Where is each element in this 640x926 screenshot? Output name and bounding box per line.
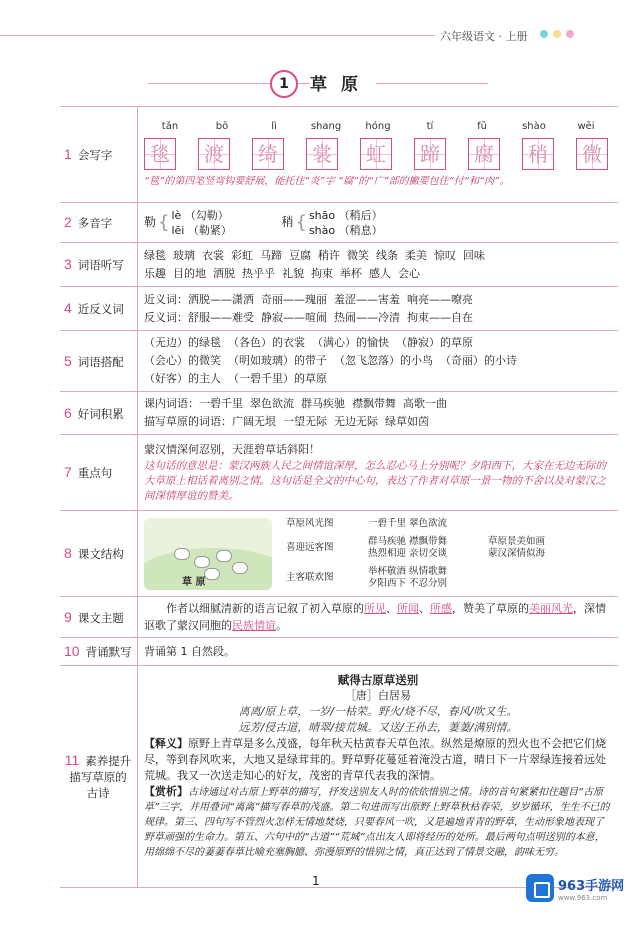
dot-2	[553, 30, 561, 38]
row-theme: 9 课文主题 作者以细腻清新的语言记叙了初入草原的所见、所闻、所感，赞美了草原的美丽风光，深情讴歌了蒙汉同胞的民族情谊。	[60, 597, 618, 638]
char-box	[522, 138, 554, 170]
dot-1	[540, 30, 548, 38]
section-name: 草原风光图	[286, 517, 334, 529]
text-line: 近义词：洒脱——潇洒 奇丽——瑰丽 羞涩——害羞 响亮——嘹亮	[144, 292, 473, 306]
page-number: 1	[312, 874, 320, 888]
theme-keyword: 美丽风光	[529, 602, 573, 615]
row-label: 好词积累	[77, 406, 124, 421]
interpretation-tag: 【释义】	[144, 737, 188, 750]
char-box	[306, 138, 338, 170]
writing-tip: “毯”的第四笔竖弯钩要舒展，能托住“炎”字 “腐”的“广”部的撇要包住“付”和“肉”。	[144, 176, 510, 187]
pinyin: lì	[271, 121, 277, 132]
row-collocation	[60, 331, 618, 392]
row-number: 7	[64, 464, 72, 480]
polyphone-char: 稍	[281, 215, 294, 229]
lesson-number: 1	[270, 70, 298, 98]
reading: shāo （稍后）	[308, 208, 383, 222]
section-name: 主客联欢图	[286, 571, 334, 583]
dot-3	[566, 30, 574, 38]
char-box	[252, 138, 284, 170]
text-line: 乐趣 目的地 洒脱 热乎乎 礼貌 拘束 举杯 感人 会心	[144, 266, 420, 280]
poem-appreciation	[144, 784, 612, 860]
row-label-3: 古诗	[86, 786, 110, 800]
theme-keyword: 所见	[364, 602, 386, 615]
row-number: 1	[64, 146, 72, 162]
char-box	[144, 138, 176, 170]
row-structure	[60, 511, 618, 597]
row-number: 9	[64, 608, 72, 625]
char: 虹	[366, 142, 386, 166]
pinyin: shào	[522, 121, 546, 132]
char-boxes	[144, 138, 612, 170]
row-label: 课文结构	[77, 547, 124, 561]
pinyin: fǔ	[477, 121, 487, 132]
char: 裳	[312, 142, 332, 166]
char-box	[360, 138, 392, 170]
row-number: 11	[64, 752, 80, 768]
row-number: 4	[64, 300, 72, 316]
top-header	[0, 26, 640, 46]
row-key-sentence	[60, 435, 618, 511]
text-line: （无边）的绿毯 （各色）的衣裳 （满心）的愉快 （静寂）的草原	[144, 336, 473, 349]
char: 腐	[474, 142, 494, 166]
char-box	[414, 138, 446, 170]
section-words: 举杯敬酒 纵情歌舞	[368, 565, 448, 577]
section-words: 一碧千里 翠色欲流	[368, 517, 448, 529]
char: 蹄	[420, 142, 440, 166]
row-label: 近反义词	[77, 302, 124, 316]
poem-author: ［唐］白居易	[345, 689, 411, 702]
section-words: 热烈相迎 亲切交谈	[368, 547, 448, 559]
row-poem	[60, 666, 618, 888]
pinyin-row	[144, 118, 612, 136]
row-label: 重点句	[77, 466, 113, 480]
theme-keyword: 民族情谊	[232, 619, 276, 632]
illustration-caption: 草 原	[182, 576, 206, 588]
row-synonyms	[60, 287, 618, 331]
row-write-chars	[60, 107, 618, 203]
appreciation-text: 古诗通过对古原上野草的描写，抒发送别友人时的依依惜别之情。诗的首句紧紧扣住题目“古原草”三字，并用叠词“离离”描写春草的茂盛。第二句进而写出原野上野草秋枯春荣，岁岁循环，生生不已的规律。第三、四句写不管烈火怎样无情地焚烧，只要春风一吹，又是遍地青青的野草，生动形象地表现了野草顽强的生命力。第五、六句中的“古道”“荒城”点出友人即将经历的处所。最后两句点明送别的本意，用绵绵不尽的萋萋春草比喻充塞胸臆、弥漫原野的惜别之情，真正达到了情景交融，韵味无穷。	[144, 787, 610, 858]
cube-icon	[526, 874, 554, 902]
pinyin: hóng	[365, 121, 391, 132]
recite-text: 背诵第 1 自然段。	[144, 644, 235, 658]
pinyin: tǎn	[161, 121, 179, 132]
poem-verse: 远芳/侵古道，晴翠/接荒城。又送/王孙去，萋萋/满别情。	[238, 721, 518, 734]
row-dictation	[60, 243, 618, 287]
theme-text: 作者以细腻清新的语言记叙了初入草原的	[166, 602, 364, 615]
theme-text: ，赞美了草原的	[452, 602, 529, 615]
text-line: 描写草原的词语：广阔无垠 一望无际 无边无际 绿草如茵	[144, 415, 429, 428]
key-sentence: 蒙汉情深何忍别，天涯碧草话斜阳！	[144, 443, 320, 456]
char: 稍	[528, 142, 548, 166]
row-label: 背诵默写	[85, 645, 132, 659]
row-number: 3	[64, 256, 72, 272]
grassland-illustration	[144, 518, 272, 590]
watermark-logo	[526, 874, 624, 902]
structure-diagram	[144, 518, 612, 590]
row-recite	[60, 638, 618, 666]
row-label: 多音字	[77, 216, 113, 230]
pinyin: tí	[426, 121, 434, 132]
char-box	[198, 138, 230, 170]
poem-interpretation	[144, 736, 612, 784]
structure-grid	[286, 518, 586, 590]
row-number: 5	[64, 352, 72, 369]
text-line: 绿毯 玻璃 衣裳 彩虹 马蹄 豆腐 稍许 微笑 线条 柔美 惊叹 回味	[144, 248, 485, 262]
row-label-2: 描写草原的	[69, 770, 127, 784]
row-label: 词语听写	[77, 258, 124, 272]
theme-keyword: 所闻	[397, 602, 419, 615]
interpretation-text: 原野上青草是多么茂盛，每年秋天枯黄春天草色浓。纵然是燎原的烈火也不会把它们烧尽，等到春风吹来，大地又是绿茸茸的。野草野花蔓延着淹没古道，晴日下一片翠绿连接着远处荒城。我又一次送走知心的好友，茂密的青草代表我的深情。	[144, 737, 606, 782]
study-table	[60, 106, 618, 888]
poem-verse: 离离/原上草，一岁/一枯荣。野火/烧不尽，春风/吹又生。	[238, 705, 518, 718]
row-label: 课文主题	[77, 610, 124, 625]
poem-title: 赋得古原草送别	[337, 673, 419, 687]
reading: lè （勾勒）	[171, 208, 229, 222]
char-box	[468, 138, 500, 170]
char: 绮	[258, 142, 278, 166]
char: 毯	[150, 142, 170, 166]
row-good-words	[60, 392, 618, 435]
row-polyphone: 2 多音字 勒 { lè （勾勒） lēi （勒紧） 稍 { shāo （稍后） shào （稍息）	[60, 203, 618, 243]
book-title: 六年级语文 · 上册	[440, 30, 528, 43]
theme-keyword: 所感	[430, 602, 452, 615]
char-box	[576, 138, 608, 170]
row-label: 词语搭配	[77, 354, 124, 369]
brand-url: www.963.com	[558, 893, 608, 902]
text-line: 反义词：舒服——难受 静寂——喧闹 热闹——冷清 拘束——自在	[144, 310, 473, 324]
appreciation-tag: 【赏析】	[144, 785, 188, 798]
reading: shào （稍息）	[308, 223, 383, 237]
header-rule	[0, 35, 435, 36]
pinyin: shang	[310, 121, 342, 132]
section-name: 喜迎远客图	[286, 541, 334, 553]
header-dots	[540, 30, 574, 38]
section-words: 夕阳西下 不忍分别	[368, 577, 448, 589]
row-number: 8	[64, 545, 72, 561]
brand-name: 963手游网	[558, 878, 625, 894]
text-line: （好客）的主人 （一碧千里）的草原	[144, 372, 327, 385]
row-number: 10	[64, 643, 80, 659]
section-words: 群马疾驰 襟飘带舞	[368, 535, 448, 547]
text-line: 课内词语：一碧千里 翠色欲流 群马疾驰 襟飘带舞 高歌一曲	[144, 397, 447, 410]
row-label: 会写字	[77, 148, 113, 162]
text-line: （会心）的微笑 （明如玻璃）的带子 （忽飞忽落）的小鸟 （奇丽）的小诗	[144, 354, 517, 367]
pinyin: bō	[215, 121, 229, 132]
row-number: 6	[64, 404, 72, 421]
row-label: 素养提升	[85, 754, 132, 768]
summary: 蒙汉深情似海	[488, 547, 546, 559]
row-number: 2	[64, 214, 72, 230]
summary: 草原景美如画	[488, 535, 546, 547]
theme-text: 。	[276, 619, 287, 632]
polyphone-char: 勒	[144, 215, 157, 229]
handwritten-explanation: 这句话的意思是：蒙汉两族人民之间情谊深厚，怎么忍心马上分别呢？夕阳西下，大家在无边无际的大草原上相话着离别之情。这句话是全文的中心句，表达了作者对草原一景一物的不舍以及对蒙汉之间深情厚谊的赞美。	[144, 460, 606, 502]
char: 微	[582, 142, 602, 166]
lesson-title: 草原	[310, 70, 376, 95]
char: 渡	[204, 142, 224, 166]
pinyin: wēi	[577, 121, 595, 132]
theme-text: ，深情讴歌了蒙汉同胞的	[144, 602, 606, 632]
lesson-title-area	[0, 66, 640, 100]
reading: lēi （勒紧）	[171, 223, 232, 237]
